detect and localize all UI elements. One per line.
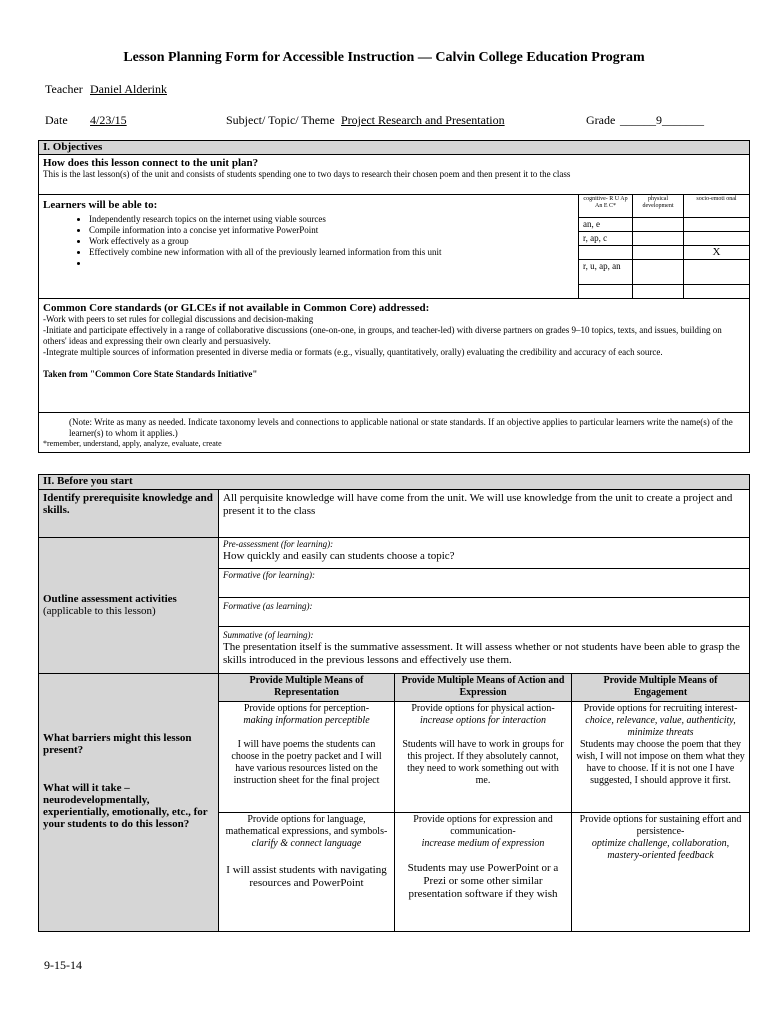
engagement-effort-prompt: Provide options for sustaining effort and persistence-	[579, 814, 742, 837]
engagement-interest-response: Students may choose the poem that they wish, I will not impose on them what they have to choose. If it is not one I have suggested, I should approve it first.	[576, 739, 745, 786]
prerequisite-text: All perquisite knowledge will have come from the unit. We will use knowledge from the unit to create a project and present it to the class	[219, 490, 750, 538]
objectives-table	[38, 140, 750, 453]
unit-connection-question: How does this lesson connect to the unit plan?	[43, 157, 259, 169]
socio-emotional-mark: X	[684, 246, 750, 260]
objective-item: • Work effectively as a group	[89, 236, 574, 247]
socio-emotional-header: socio-emoti onal	[684, 195, 750, 218]
summative-label: Summative (of learning):	[223, 630, 314, 640]
teacher-label: Teacher	[45, 82, 83, 96]
subject-value: Project Research and Presentation	[341, 113, 505, 127]
barriers-question: What barriers might this lesson present?	[43, 732, 192, 756]
action-physical-detail: increase options for interaction	[419, 715, 546, 726]
engagement-interest-detail: choice, relevance, value, authenticity, minimize threats	[585, 715, 736, 738]
udl-action-header: Provide Multiple Means of Action and Expression	[395, 674, 572, 702]
teacher-name: Daniel Alderink	[90, 82, 167, 96]
physical-header: physical development	[633, 195, 684, 218]
cognitive-value: an, e	[579, 218, 633, 232]
unit-connection-answer: This is the last lesson(s) of the unit and consists of students spending one to two days to research their chosen poem and then present it to the class	[43, 169, 571, 179]
action-expression-prompt: Provide options for expression and communication-	[413, 814, 553, 837]
pre-assessment-text: How quickly and easily can students choose a topic?	[223, 550, 455, 562]
cognitive-value: r, ap, c	[579, 232, 633, 246]
summative-text: The presentation itself is the summative assessment. It will assess whether or not students have been able to grasp the skills introduced in the previous lessons and effectively use them.	[223, 641, 740, 666]
representation-perception-response: I will have poems the students can choose in the poetry packet and I will have various resources listed on the instruction sheet for the final project	[231, 739, 382, 786]
common-core-line: -Initiate and participate effectively in a range of collaborative discussions (one-on-one, in groups, and teacher-led) with diverse partners on grades 9–10 topics, texts, and issues, building on others' ideas and expressing their own clearly and persuasively.	[43, 325, 722, 346]
objective-item: • Independently research topics on the internet using viable sources	[89, 214, 574, 225]
assessment-label-sub: (applicable to this lesson)	[43, 605, 156, 617]
engagement-interest-prompt: Provide options for recruiting interest-	[583, 703, 738, 714]
footer-date: 9-15-14	[44, 958, 82, 972]
before-you-start-table	[38, 474, 750, 932]
cognitive-value	[579, 246, 633, 260]
common-core-line: -Integrate multiple sources of information presented in diverse media or formats (e.g., visually, quantitatively, orally) evaluating the credibility and accuracy of each source.	[43, 347, 663, 357]
common-core-source: Taken from "Common Core State Standards Initiative"	[43, 369, 258, 379]
udl-engagement-header: Provide Multiple Means of Engagement	[572, 674, 750, 702]
representation-language-detail: clarify & connect language	[251, 838, 362, 849]
action-physical-response: Students will have to work in groups for this project. If they absolutely cannot, they need to work something out with me.	[402, 739, 564, 786]
barriers-followup-question: What will it take – neurodevelopmentally, experientially, emotionally, etc., for your students to do this lesson?	[43, 782, 208, 830]
assessment-label: Outline assessment activities	[43, 593, 177, 605]
before-heading: II. Before you start	[39, 475, 750, 490]
udl-representation-header: Provide Multiple Means of Representation	[219, 674, 395, 702]
cognitive-header: cognitive- R U Ap An E C*	[579, 195, 633, 218]
subject-label: Subject/ Topic/ Theme	[226, 113, 335, 127]
taxonomy-footnote: *remember, understand, apply, analyze, evaluate, create	[43, 439, 222, 448]
common-core-line: -Work with peers to set rules for collegial discussions and decision-making	[43, 314, 314, 324]
formative-as-label: Formative (as learning):	[219, 598, 750, 627]
objective-item: • Compile information into a concise yet informative PowerPoint	[89, 225, 574, 236]
engagement-effort-detail: optimize challenge, collaboration, mastery-oriented feedback	[591, 838, 730, 861]
common-core-heading: Common Core standards (or GLCEs if not available in Common Core) addressed:	[43, 302, 430, 314]
objective-list	[43, 214, 574, 269]
action-expression-response: Students may use PowerPoint or a Prezi or some other similar presentation software if they wish	[407, 862, 559, 900]
learners-heading: Learners will be able to:	[43, 199, 158, 211]
form-title: Lesson Planning Form for Accessible Instruction — Calvin College Education Program	[123, 50, 645, 65]
representation-language-response: I will assist students with navigating resources and PowerPoint	[226, 864, 387, 889]
representation-perception-prompt: Provide options for perception-	[243, 703, 370, 714]
grade-value: ______9_______	[620, 113, 704, 127]
action-physical-prompt: Provide options for physical action-	[411, 703, 555, 714]
cognitive-value: r, u, ap, an	[579, 260, 633, 285]
objectives-heading: I. Objectives	[39, 141, 750, 155]
representation-perception-detail: making information perceptible	[243, 715, 370, 726]
cognitive-value	[579, 285, 633, 299]
action-expression-detail: increase medium of expression	[421, 838, 545, 849]
formative-for-label: Formative (for learning):	[219, 569, 750, 598]
pre-assessment-label: Pre-assessment (for learning):	[223, 539, 334, 549]
objective-item	[89, 258, 574, 269]
prerequisite-label: Identify prerequisite knowledge and skills.	[39, 490, 219, 538]
objectives-note: (Note: Write as many as needed. Indicate taxonomy levels and connections to applicable national or state standards. If an objective applies to particular learners write the name(s) of the learner(s) to whom it applies.)	[69, 417, 733, 438]
representation-language-prompt: Provide options for language, mathematical expressions, and symbols-	[225, 814, 388, 837]
date-value: 4/23/15	[90, 113, 127, 127]
grade-label: Grade	[586, 113, 616, 127]
objective-item: • Effectively combine new information with all of the previously learned information from this unit	[89, 247, 574, 258]
date-label: Date	[45, 113, 68, 127]
